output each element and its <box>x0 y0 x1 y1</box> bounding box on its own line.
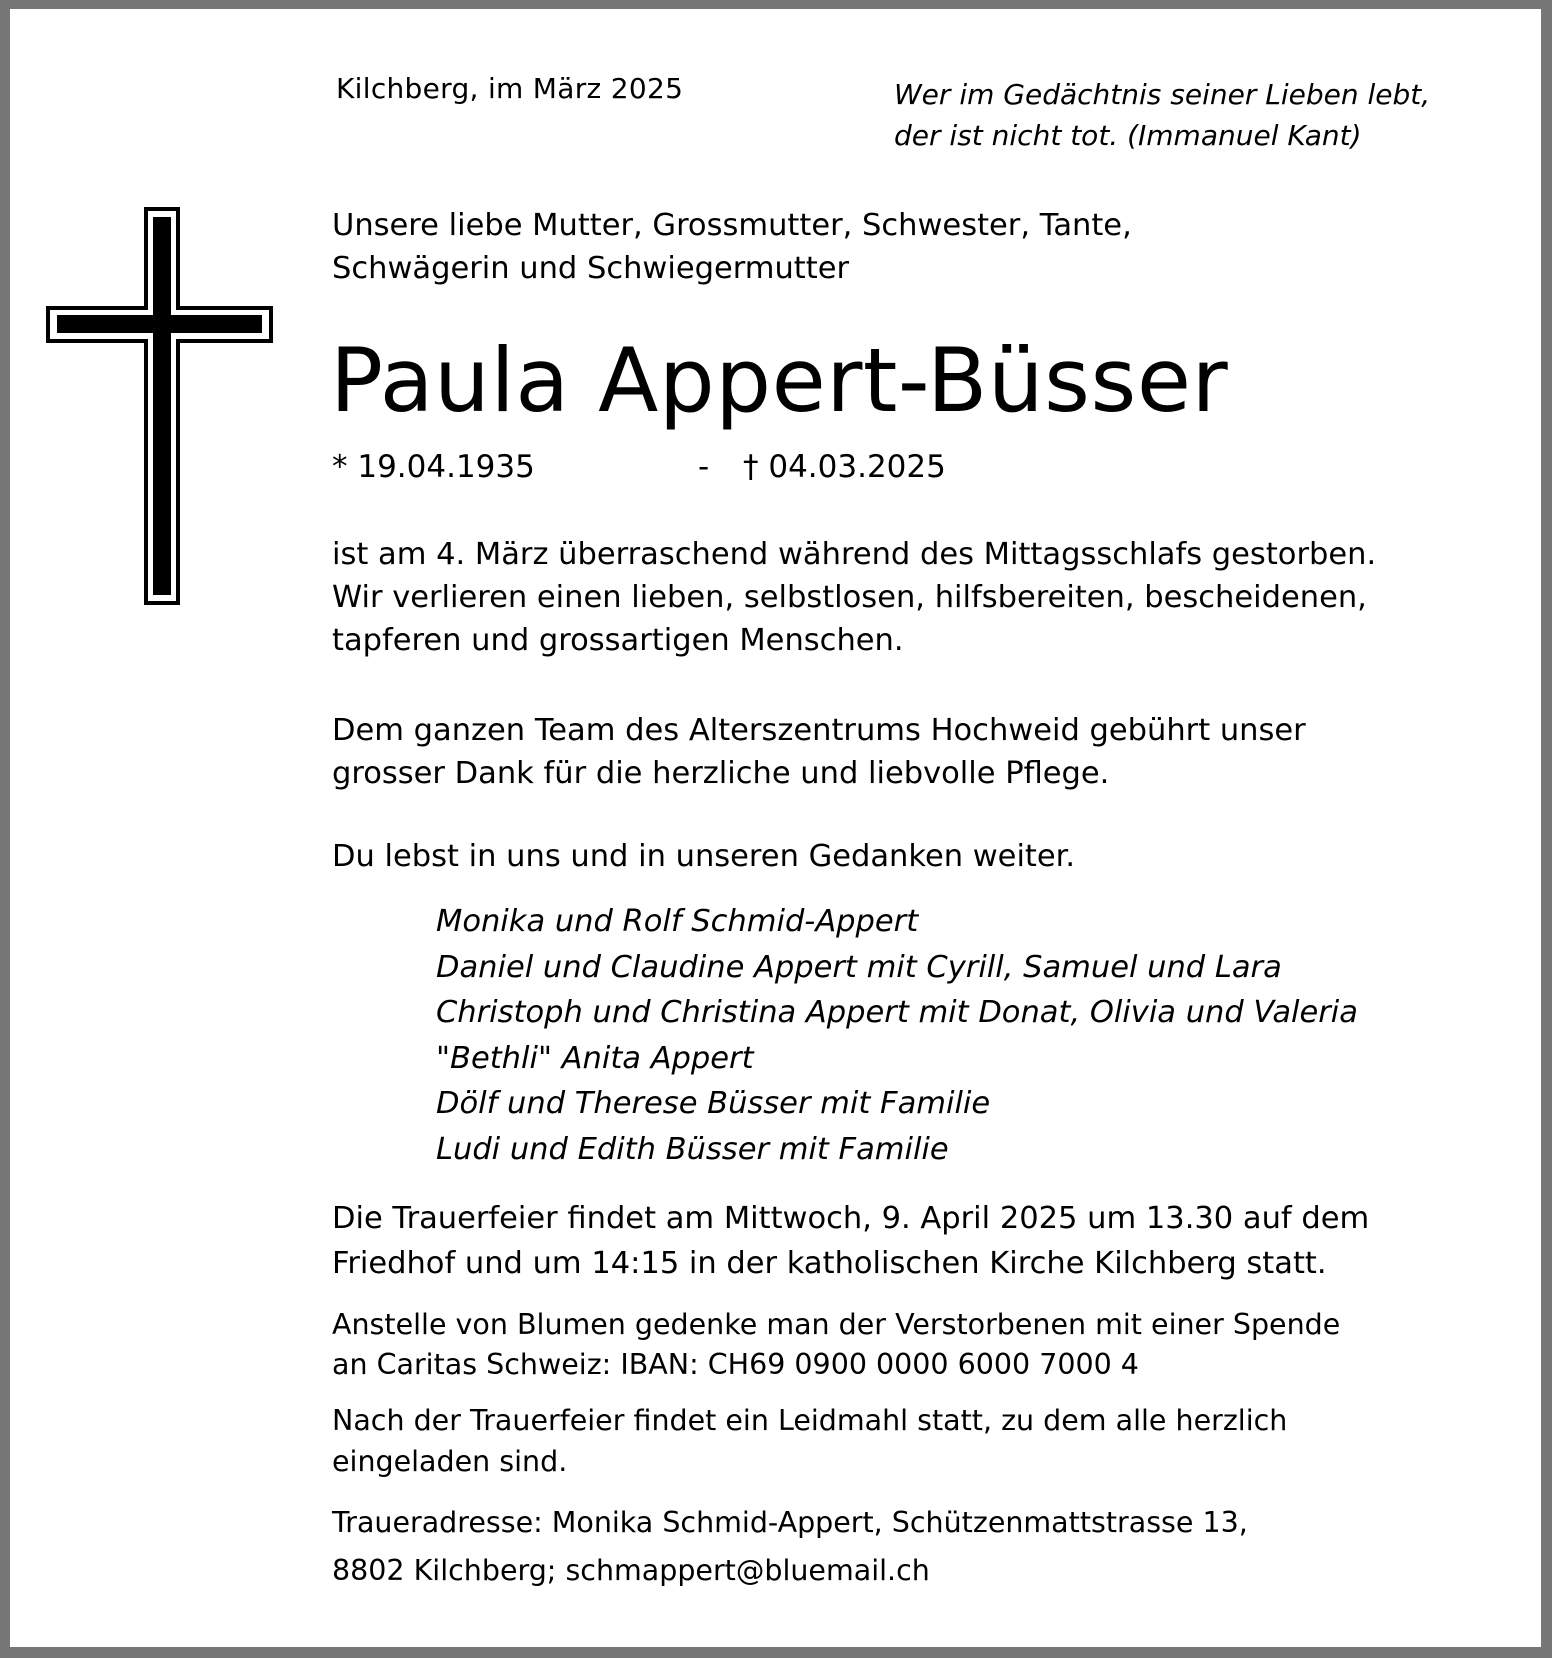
paragraph-line: grosser Dank für die herzliche und liebvolle Pflege. <box>332 756 1110 791</box>
mourner: Daniel und Claudine Appert mit Cyrill, Samuel und Lara <box>436 949 1282 985</box>
birth-date: * 19.04.1935 <box>332 449 535 485</box>
donation-info <box>332 1305 1340 1385</box>
meal-line: eingeladen sind. <box>332 1445 568 1478</box>
address-line: 8802 Kilchberg; schmappert@bluemail.ch <box>332 1554 930 1587</box>
cross-icon <box>46 207 276 617</box>
paragraph-line: Dem ganzen Team des Alterszentrums Hochweid gebührt unser <box>332 713 1306 748</box>
donation-line: an Caritas Schweiz: IBAN: CH69 0900 0000 6000 7000 4 <box>332 1348 1139 1381</box>
ceremony-line: Friedhof und um 14:15 in der katholischen Kirche Kilchberg statt. <box>332 1246 1327 1281</box>
kant-quote <box>894 74 1430 156</box>
deceased-name: Paula Appert-Büsser <box>330 329 1229 432</box>
ceremony-line: Die Trauerfeier findet am Mittwoch, 9. April 2025 um 13.30 auf dem <box>332 1201 1370 1236</box>
date-separator: - <box>698 449 710 485</box>
obituary-page <box>10 9 1541 1647</box>
thanks-paragraph <box>332 709 1306 795</box>
relationship-intro <box>332 204 1132 290</box>
paragraph-line: tapferen und grossartigen Menschen. <box>332 623 904 658</box>
ceremony-info <box>332 1196 1369 1286</box>
place-date: Kilchberg, im März 2025 <box>336 72 684 105</box>
paragraph-line: Du lebst in uns und in unseren Gedanken weiter. <box>332 839 1076 874</box>
announcement-paragraph <box>332 533 1376 662</box>
intro-line: Unsere liebe Mutter, Grossmutter, Schwester, Tante, <box>332 208 1132 243</box>
meal-info <box>332 1400 1287 1482</box>
mourner: Ludi und Edith Büsser mit Familie <box>436 1131 949 1167</box>
mourner: Monika und Rolf Schmid-Appert <box>436 904 919 939</box>
mourners-list <box>436 899 1358 1172</box>
paragraph-line: Wir verlieren einen lieben, selbstlosen, hilfsbereiten, bescheidenen, <box>332 580 1367 615</box>
meal-line: Nach der Trauerfeier findet ein Leidmahl statt, zu dem alle herzlich <box>332 1404 1288 1437</box>
farewell-paragraph <box>332 835 1075 878</box>
address-line: Traueradresse: Monika Schmid-Appert, Schützenmattstrasse 13, <box>332 1506 1248 1539</box>
intro-line: Schwägerin und Schwiegermutter <box>332 251 850 286</box>
quote-line: Wer im Gedächtnis seiner Lieben lebt, <box>894 78 1431 111</box>
donation-line: Anstelle von Blumen gedenke man der Verstorbenen mit einer Spende <box>332 1308 1341 1341</box>
death-date: † 04.03.2025 <box>743 449 946 485</box>
mourner: "Bethli" Anita Appert <box>436 1040 754 1076</box>
paragraph-line: ist am 4. März überraschend während des Mittagsschlafs gestorben. <box>332 537 1377 572</box>
quote-line: der ist nicht tot. (Immanuel Kant) <box>894 119 1362 152</box>
mourning-address <box>332 1499 1248 1595</box>
mourner: Christoph und Christina Appert mit Donat, Olivia und Valeria <box>436 995 1358 1030</box>
mourner: Dölf und Therese Büsser mit Familie <box>436 1086 991 1121</box>
